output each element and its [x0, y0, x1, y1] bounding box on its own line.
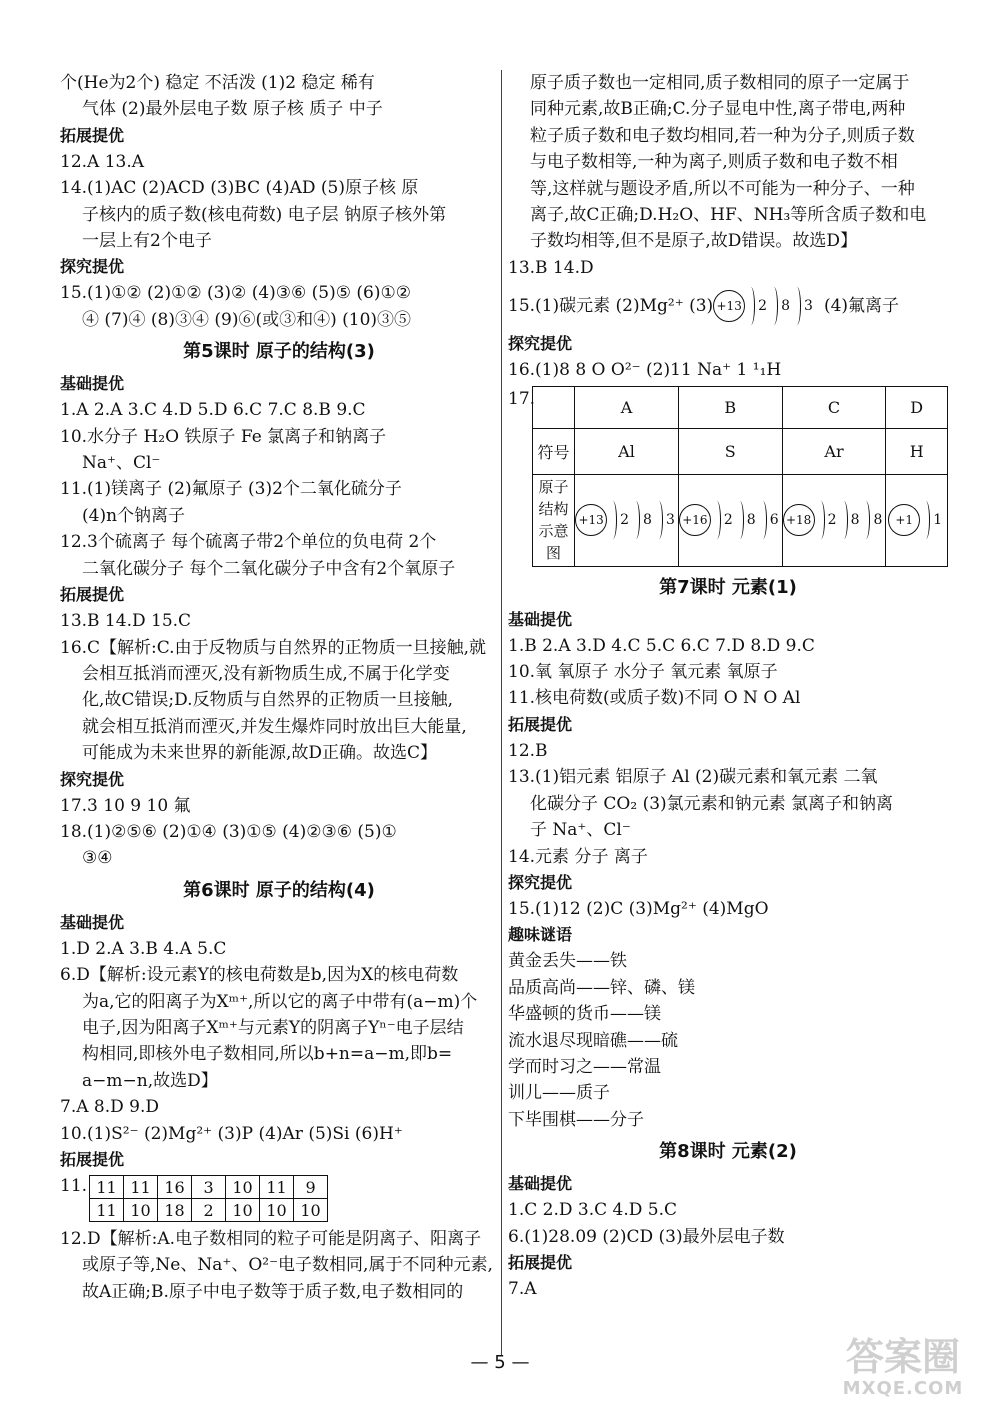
text-line: 子核内的质子数(核电荷数) 电子层 钠原子核外第 [82, 204, 447, 225]
shell-count: 2 [723, 512, 733, 529]
question-11 [60, 1175, 498, 1222]
text-line: ④ (7)④ (8)③④ (9)⑥(或③和④) (10)③⑤ [82, 309, 412, 330]
lesson-title: 第6课时 原子的结构(4) [183, 879, 375, 901]
table-cell: 11 [124, 1176, 158, 1199]
shell-count: 2 [827, 512, 837, 529]
riddle-line: 黄金丢失——铁 [508, 951, 627, 972]
table-cell: 18 [158, 1199, 192, 1222]
text-line: 粒子质子数和电子数均相同,若一种为分子,则质子数 [530, 125, 915, 146]
text-line: 个(He为2个) 稳定 不活泼 (1)2 稳定 稀有 [60, 73, 375, 93]
shell-count: 1 [933, 512, 943, 529]
atom-structure-diagram [783, 501, 886, 539]
table-cell [782, 474, 886, 566]
text-line: 7.A [508, 1278, 537, 1299]
text-segment: (4)氟离子 [823, 296, 900, 317]
shell-count: 8 [781, 298, 791, 315]
table-cell: 符号 [533, 428, 575, 474]
answer-15-line [508, 281, 948, 331]
right-column [508, 70, 948, 1302]
answer-table-11 [89, 1175, 328, 1222]
text-line: 6.(1)28.09 (2)CD (3)最外层电子数 [508, 1226, 785, 1247]
shell-arc [713, 501, 721, 539]
shell-count: 8 [850, 512, 860, 529]
text-line: 15.(1)①② (2)①② (3)② (4)③⑥ (5)⑤ (6)①② [60, 283, 411, 304]
text-line: Na⁺、Cl⁻ [82, 453, 161, 474]
table-cell [575, 474, 679, 566]
text-line: 可能成为未来世界的新能源,故D正确。故选C】 [82, 743, 438, 764]
shell-arc [817, 501, 825, 539]
watermark-text: 答案圈 [845, 1335, 960, 1379]
text-line: 17.3 10 9 10 氟 [60, 795, 191, 816]
table-cell [533, 386, 575, 428]
section-heading: 探究提优 [508, 334, 573, 354]
table-cell: 原子结构示意图 [533, 474, 575, 566]
table-cell [886, 474, 948, 566]
table-row [533, 386, 948, 428]
shell-arc [609, 501, 617, 539]
text-line: 11.(1)镁离子 (2)氟原子 (3)2个二氧化硫分子 [60, 479, 402, 500]
shell-count: 3 [804, 298, 813, 315]
section-heading: 基础提优 [60, 912, 125, 932]
shell-arc [793, 287, 801, 325]
watermark-logo [828, 1336, 978, 1399]
riddle-line: 华盛顿的货币——镁 [508, 1004, 661, 1025]
text-line: 10.氧 氧原子 水分子 氧元素 氧原子 [508, 662, 778, 683]
table-cell: B [678, 386, 782, 428]
section-heading: 探究提优 [508, 872, 573, 892]
text-line: 化,故C错误;D.反物质与自然界的正物质一旦接触, [82, 690, 453, 711]
lesson-title: 第8课时 元素(2) [659, 1141, 797, 1163]
shell-arc [922, 501, 930, 539]
text-line: 12.A 13.A [60, 151, 145, 172]
text-line: 会相互抵消而湮灭,没有新物质生成,不属于化学变 [82, 663, 450, 684]
text-segment: 15.(1)碳元素 (2)Mg²⁺ (3) [508, 296, 714, 317]
table-cell: 16 [158, 1176, 192, 1199]
atom-structure-diagram [713, 287, 816, 325]
nucleus: +18 [783, 504, 815, 536]
nucleus: +13 [713, 290, 745, 322]
table-cell: Ar [782, 428, 886, 474]
text-line: 6.D【解析:设元素Y的核电荷数是b,因为X的核电荷数 [60, 965, 459, 986]
shell-arc [747, 287, 755, 325]
text-line: 构相同,即核外电子数相同,所以b+n=a−m,即b= [82, 1044, 453, 1065]
text-line: 13.B 14.D [508, 257, 594, 278]
text-line: 1.B 2.A 3.D 4.C 5.C 6.C 7.D 8.D 9.C [508, 635, 815, 656]
text-line: 14.元素 分子 离子 [508, 846, 648, 867]
text-line: 12.3个硫离子 每个硫离子带2个单位的负电荷 2个 [60, 532, 437, 553]
table-cell: 10 [226, 1176, 260, 1199]
column-divider [501, 70, 502, 1355]
page-number: — 5 — [470, 1352, 530, 1373]
text-line: 1.D 2.A 3.B 4.A 5.C [60, 938, 227, 959]
section-heading: 拓展提优 [60, 585, 125, 605]
table-cell: 11 [260, 1176, 294, 1199]
text-line: a−m−n,故选D】 [82, 1070, 218, 1091]
table-cell: 11 [90, 1176, 124, 1199]
text-line: 12.D【解析:A.电子数相同的粒子可能是阴离子、阳离子 [60, 1229, 482, 1249]
lesson-title: 第7课时 元素(1) [659, 576, 797, 598]
shell-count: 3 [665, 512, 675, 529]
text-line: 故A正确;B.原子中电子数等于质子数,电子数相同的 [82, 1281, 464, 1302]
table-cell: 2 [192, 1199, 226, 1222]
nucleus: +13 [575, 504, 607, 536]
shell-count: 8 [643, 512, 652, 529]
shell-count: 6 [769, 512, 779, 529]
text-line: 等,这样就与题设矛盾,所以不可能为一种分子、一种 [530, 178, 915, 199]
shell-count: 2 [620, 512, 630, 529]
table-cell: H [886, 428, 948, 474]
riddle-line: 品质高尚——锌、磷、镁 [508, 977, 695, 998]
question-17 [508, 386, 948, 567]
left-column [60, 70, 498, 1305]
text-line: 电子,因为阳离子Xᵐ⁺与元素Y的阴离子Yⁿ⁻电子层结 [82, 1017, 464, 1038]
answer-table-17 [532, 386, 948, 567]
text-line: 与电子数相等,一种为离子,则质子数和电子数不相 [530, 152, 898, 173]
shell-arc [736, 501, 744, 539]
text-line: 1.A 2.A 3.C 4.D 5.D 6.C 7.C 8.B 9.C [60, 400, 366, 421]
table-cell: A [575, 386, 679, 428]
shell-count: 8 [873, 512, 883, 529]
text-line: 16.C【解析:C.由于反物质与自然界的正物质一旦接触,就 [60, 637, 486, 658]
atom-structure-diagram [886, 501, 947, 539]
table-cell: Al [575, 428, 679, 474]
text-line: 13.(1)铝元素 铝原子 Al (2)碳元素和氧元素 二氧 [508, 767, 878, 788]
text-line: 15.(1)12 (2)C (3)Mg²⁺ (4)MgO [508, 898, 769, 919]
text-line: ③④ [82, 848, 113, 869]
text-line: 一层上有2个电子 [82, 231, 212, 252]
text-line: 气体 (2)最外层电子数 原子核 质子 中子 [82, 99, 383, 120]
shell-arc [862, 501, 870, 539]
text-line: 子数均相等,但不是原子,故D错误。故选D】 [530, 231, 858, 252]
shell-arc [840, 501, 848, 539]
text-line: 7.A 8.D 9.D [60, 1097, 160, 1118]
table-cell: 10 [124, 1199, 158, 1222]
section-heading: 拓展提优 [508, 1252, 573, 1272]
section-heading: 基础提优 [60, 374, 125, 394]
text-line: 13.B 14.D 15.C [60, 611, 192, 632]
table-cell: 3 [192, 1176, 226, 1199]
table-row [533, 428, 948, 474]
table-row [90, 1199, 328, 1222]
text-line: 1.C 2.D 3.C 4.D 5.C [508, 1200, 677, 1221]
text-line: 二氧化碳分子 每个二氧化碳分子中含有2个氧原子 [82, 558, 456, 579]
nucleus: +16 [679, 504, 711, 536]
section-heading: 趣味谜语 [508, 925, 573, 945]
section-heading: 拓展提优 [508, 714, 573, 734]
text-line: 子 Na⁺、Cl⁻ [530, 820, 631, 841]
text-line: 16.(1)8 8 O O²⁻ (2)11 Na⁺ 1 ¹₁H [508, 360, 782, 381]
table-cell: C [782, 386, 886, 428]
atom-structure-diagram [679, 501, 782, 539]
text-line: 14.(1)AC (2)ACD (3)BC (4)AD (5)原子核 原 [60, 178, 419, 199]
nucleus: +1 [888, 504, 920, 536]
text-line: 化碳分子 CO₂ (3)氯元素和钠元素 氯离子和钠离 [530, 793, 894, 814]
section-heading: 探究提优 [60, 257, 125, 277]
shell-count: 2 [758, 298, 768, 315]
text-line: 就会相互抵消而湮灭,并发生爆炸同时放出巨大能量, [82, 716, 467, 737]
section-heading: 拓展提优 [60, 125, 125, 145]
text-line: 10.水分子 H₂O 铁原子 Fe 氯离子和钠离子 [60, 426, 387, 447]
section-heading: 拓展提优 [60, 1150, 125, 1169]
table-cell: 10 [226, 1199, 260, 1222]
shell-arc [655, 501, 663, 539]
riddle-line: 训儿——质子 [508, 1083, 610, 1104]
text-line: 原子质子数也一定相同,质子数相同的原子一定属于 [530, 73, 910, 93]
atom-structure-diagram [575, 501, 678, 539]
table-cell: 9 [294, 1176, 328, 1199]
text-line: (4)n个钠离子 [82, 505, 186, 526]
table-cell: 11 [90, 1199, 124, 1222]
text-line: 或原子等,Ne、Na⁺、O²⁻电子数相同,属于不同种元素, [82, 1255, 493, 1276]
section-heading: 基础提优 [508, 1174, 573, 1194]
lesson-title: 第5课时 原子的结构(3) [183, 341, 375, 363]
text-line: 10.(1)S²⁻ (2)Mg²⁺ (3)P (4)Ar (5)Si (6)H⁺ [60, 1123, 403, 1144]
table-row [533, 474, 948, 566]
table-cell: S [678, 428, 782, 474]
section-heading: 基础提优 [508, 609, 573, 629]
table-cell: 10 [260, 1199, 294, 1222]
shell-count: 8 [746, 512, 756, 529]
text-line: 为a,它的阳离子为Xᵐ⁺,所以它的离子中带有(a−m)个 [82, 991, 478, 1012]
text-line: 离子,故C正确;D.H₂O、HF、NH₃等所含质子数和电 [530, 205, 927, 226]
text-line: 11.核电荷数(或质子数)不同 O N O Al [508, 688, 801, 709]
riddle-line: 下毕围棋——分子 [508, 1109, 644, 1130]
shell-arc [770, 287, 778, 325]
shell-arc [759, 501, 767, 539]
table-cell: 10 [294, 1199, 328, 1222]
section-heading: 探究提优 [60, 769, 125, 789]
riddle-line: 流水退尽现暗礁——硫 [508, 1030, 678, 1051]
watermark-url: MXQE.COM [842, 1378, 964, 1399]
question-number: 11. [60, 1176, 88, 1196]
table-cell: D [886, 386, 948, 428]
text-line: 12.B [508, 740, 548, 761]
text-line: 同种元素,故B正确;C.分子显电中性,离子带电,两种 [530, 99, 906, 120]
text-line: 18.(1)②⑤⑥ (2)①④ (3)①⑤ (4)②③⑥ (5)① [60, 821, 397, 842]
riddle-line: 学而时习之——常温 [508, 1056, 661, 1077]
table-row [90, 1176, 328, 1199]
question-number: 17. [508, 388, 536, 409]
table-cell [678, 474, 782, 566]
shell-arc [632, 501, 640, 539]
